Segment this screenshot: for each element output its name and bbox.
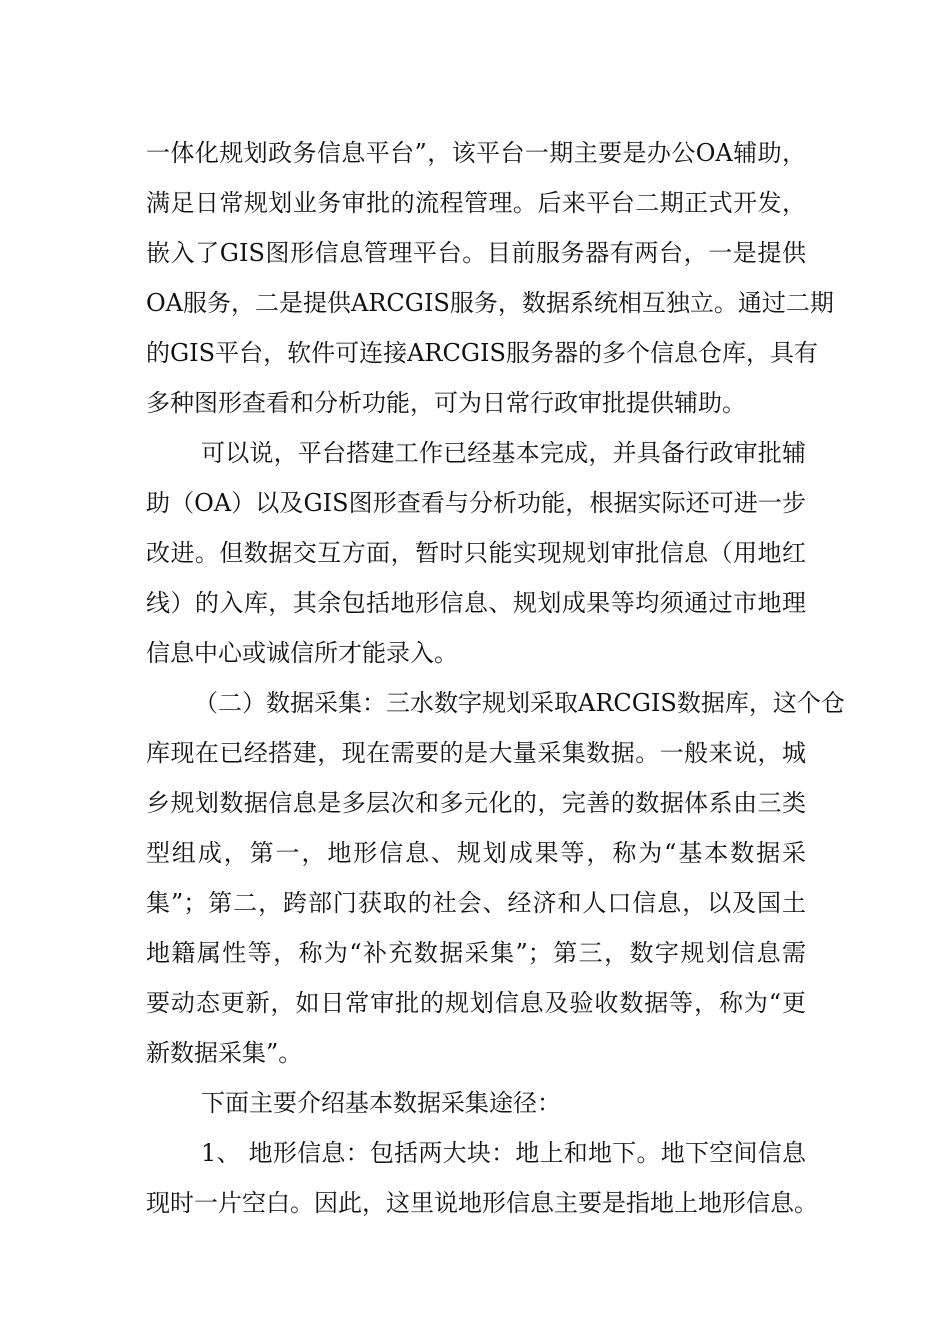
text-line: 改进。但数据交互方面，暂时只能实现规划审批信息（用地红 (146, 539, 806, 567)
text-line: 助（OA）以及GIS图形查看与分析功能，根据实际还可进一步 (146, 489, 806, 517)
section-heading-line: （二）数据采集：三水数字规划采取ARCGIS数据库，这个仓 (194, 689, 845, 717)
text-line: 线）的入库，其余包括地形信息、规划成果等均须通过市地理 (146, 589, 806, 617)
text-line: 地籍属性等，称为“补充数据采集”；第三，数字规划信息需 (146, 939, 806, 967)
document-body (146, 128, 845, 1228)
text-line: 多种图形查看和分析功能，可为日常行政审批提供辅助。 (146, 389, 746, 417)
text-line: 集”；第二，跨部门获取的社会、经济和人口信息，以及国土 (146, 889, 806, 917)
text-line: 库现在已经搭建，现在需要的是大量采集数据。一般来说，城 (146, 739, 806, 767)
text-line: 乡规划数据信息是多层次和多元化的，完善的数据体系由三类 (146, 789, 806, 817)
paragraph-first-line: 可以说，平台搭建工作已经基本完成，并具备行政审批辅 (201, 439, 806, 467)
text-line: 要动态更新，如日常审批的规划信息及验收数据等，称为“更 (146, 989, 806, 1017)
text-line: 型组成，第一，地形信息、规划成果等，称为“基本数据采 (146, 839, 806, 867)
text-line: 新数据采集”。 (146, 1039, 303, 1067)
text-line: 一体化规划政务信息平台”，该平台一期主要是办公OA辅助， (146, 139, 806, 167)
text-line: 现时一片空白。因此，这里说地形信息主要是指地上地形信息。 (146, 1189, 818, 1217)
list-item-first-line: 1、 地形信息：包括两大块：地上和地下。地下空间信息 (201, 1139, 806, 1167)
text-line: 的GIS平台，软件可连接ARCGIS服务器的多个信息仓库，具有 (146, 339, 818, 367)
text-line: OA服务，二是提供ARCGIS服务，数据系统相互独立。通过二期 (146, 289, 834, 317)
text-line: 信息中心或诚信所才能录入。 (146, 639, 458, 667)
text-line: 满足日常规划业务审批的流程管理。后来平台二期正式开发， (146, 189, 806, 217)
text-line: 嵌入了GIS图形信息管理平台。目前服务器有两台，一是提供 (146, 239, 806, 267)
paragraph-first-line: 下面主要介绍基本数据采集途径： (201, 1089, 561, 1117)
